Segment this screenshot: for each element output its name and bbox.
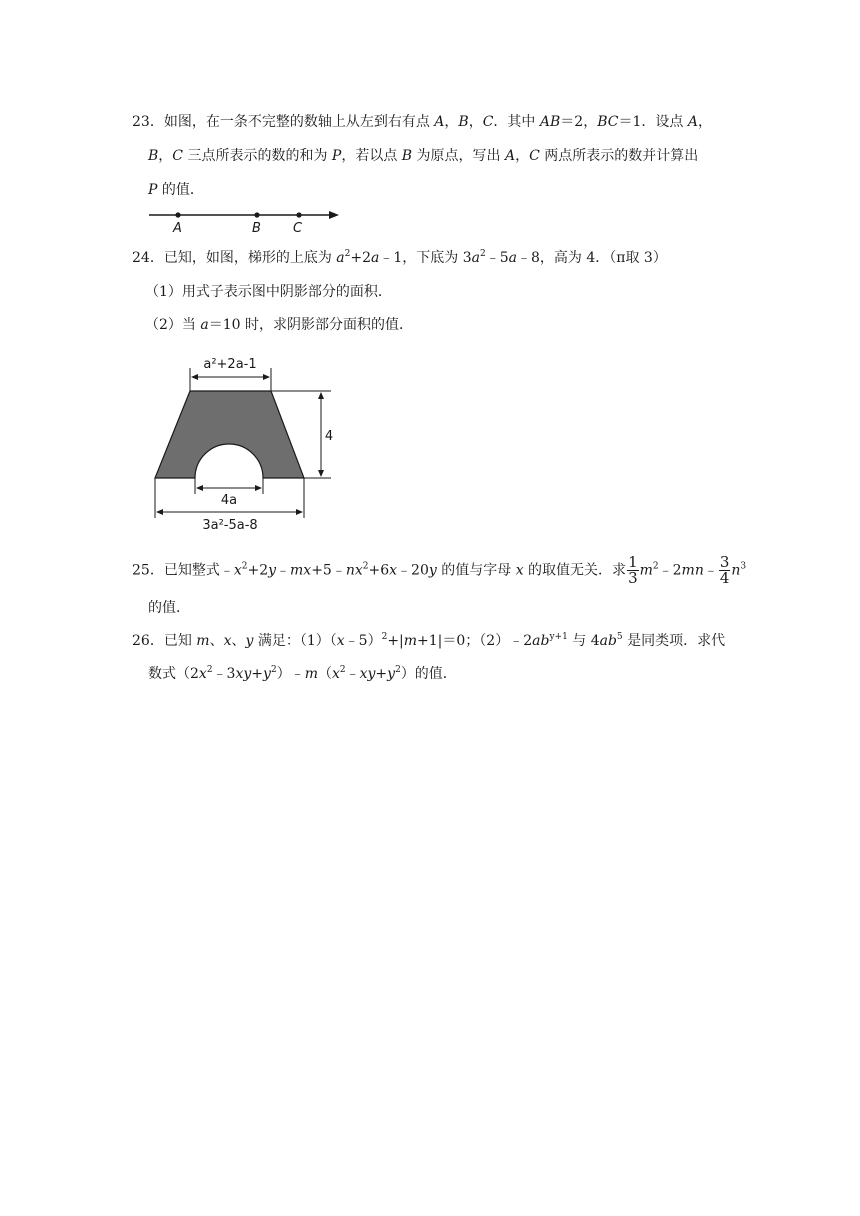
point-b-label: B: [252, 221, 261, 235]
bottom-dim-arrow-left: [156, 509, 163, 515]
q25-line2: 的值．: [148, 600, 190, 616]
q23-line1: 23．如图，在一条不完整的数轴上从左到右有点 A，B，C．其中 AB＝2，BC＝1．设点 A，: [132, 114, 712, 130]
q24-part1: （1）用式子表示图中阴影部分的面积．: [145, 284, 392, 300]
trapezoid-figure: [145, 346, 355, 536]
height-label: 4: [324, 429, 334, 444]
fraction-three-quarters: $\frac{3}{4}$: [719, 553, 730, 587]
question-number: 23．: [132, 114, 164, 130]
height-dim-arrow-top: [318, 392, 324, 399]
q24-part2: （2）当 a＝10 时，求阴影部分面积的值．: [145, 317, 413, 333]
top-base-label: a²+2a-1: [203, 357, 257, 372]
shaded-region: [155, 391, 304, 478]
q26-line2: 数式$(2x^2﹣3xy+y^2)﹣m(x^2﹣xy+y^2)$的值．: [148, 665, 457, 682]
top-dim-arrow-right: [263, 374, 270, 380]
question-number: 26．: [132, 633, 164, 649]
point-b-dot: [254, 212, 259, 217]
semicircle-dim-arrow-right: [255, 485, 262, 491]
semicircle-dim-arrow-left: [196, 485, 203, 491]
q23-line2: B，C 三点所表示的数的和为 P，若以点 B 为原点，写出 A，C 两点所表示的数并计算出: [148, 148, 699, 164]
height-dim-arrow-bottom: [318, 470, 324, 477]
point-c-label: C: [293, 221, 303, 235]
semicircle-diameter-label: 4a: [220, 493, 238, 508]
top-dim-arrow-left: [191, 374, 198, 380]
q26-line1: 26．已知 m、x、y 满足：（1）（x﹣5）$^2$+|m+1|＝0；$(2)﹣2ab^{y+1}$ 与 $4ab^5$ 是同类项．求代: [132, 632, 726, 649]
point-c-dot: [296, 212, 301, 217]
number-line-arrow: [329, 211, 339, 219]
question-number: 24．: [132, 250, 164, 266]
q24-line1: 24．已知，如图，梯形的上底为 $a^2+2a﹣1$，下底为 $3a^2﹣5a﹣8$，高为 4．（π取 3）: [132, 249, 667, 266]
point-a-label: A: [173, 221, 182, 235]
q23-line3: P 的值．: [148, 182, 204, 198]
q25-line1: 25．已知整式$﹣x^2+2y﹣mx+5﹣nx^2+6x﹣20y$ 的值与字母 x 的取值无关．求 $\frac{1}{3}$ $m^2﹣2mn﹣$ $\frac{3}{4}$ $n^3$: [132, 553, 747, 587]
point-a-dot: [175, 212, 180, 217]
bottom-base-label: 3a²-5a-8: [202, 518, 258, 533]
number-line-figure: [145, 203, 345, 235]
fraction-one-third: $\frac{1}{3}$: [628, 553, 638, 587]
bottom-dim-arrow-right: [296, 509, 303, 515]
question-number: 25．: [132, 562, 164, 579]
